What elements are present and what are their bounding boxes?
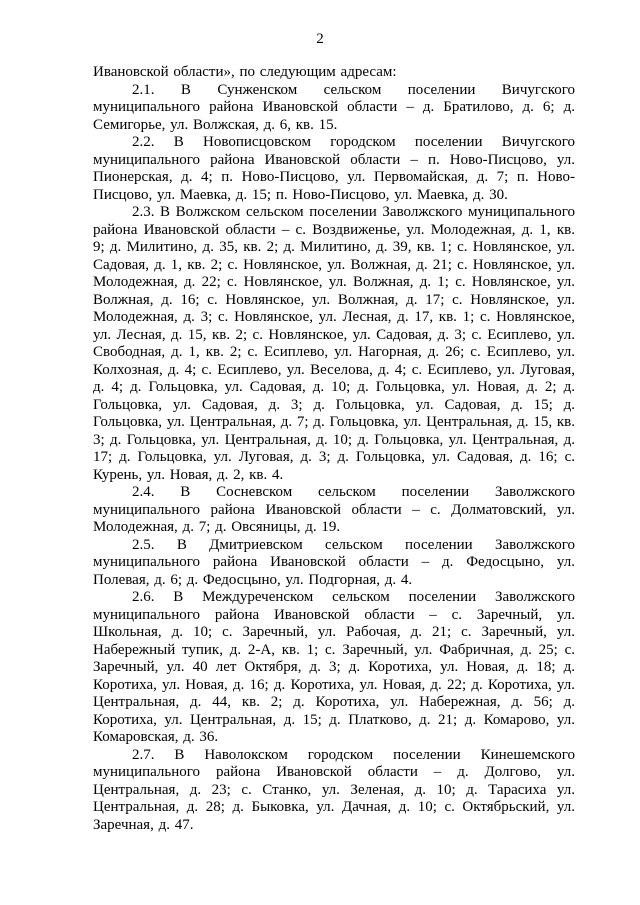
clause-2-4: 2.4. В Сосневском сельском поселении Заволжского муниципального района Ивановской области – с. Долматовский, ул. Молодежная, д. 7; д. Овсяницы, д. 19. [93,484,575,535]
clause-2-3: 2.3. В Волжском сельском поселении Заволжского муниципального района Ивановской области – с. Воздвиженье, ул. Молодежная, д. 1, кв. 9; д. Милитино, д. 35, кв. 2; д. Милитино, д. 39, кв. 1; с. Новлянское, ул. Садовая, д. 1, кв. 2; с. Новлянское, ул. Волжная, д. 21; с. Новлянское, ул. Молодежная, д. 22; с. Новлянское, ул. Волжная, д. 1; с. Новлянское, ул. Волжная, д. 16; с. Новлянское, ул. Волжная, д. 17; с. Новлянское, ул. Молодежная, д. 3; с. Новлянское, ул. Лесная, д. 17, кв. 1; с. Новлянское, ул. Лесная, д. 15, кв. 2; с. Новлянское, ул. Садовая, д. 3; с. Есиплево, ул. Свободная, д. 1, кв. 2; с. Есиплево, ул. Нагорная, д. 26; с. Есиплево, ул. Колхозная, д. 4; с. Есиплево, ул. Веселова, д. 4; с. Есиплево, ул. Луговая, д. 4; д. Гольцовка, ул. Садовая, д. 10; д. Гольцовка, ул. Новая, д. 2; д. Гольцовка, ул. Садовая, д. 3; д. Гольцовка, ул. Садовая, д. 15; д. Гольцовка, ул. Центральная, д. 7; д. Гольцовка, ул. Центральная, д. 15, кв. 3; д. Гольцовка, ул. Центральная, д. 10; д. Гольцовка, ул. Центральная, д. 17; д. Гольцовка, ул. Луговая, д. 3; д. Гольцовка, ул. Садовая, д. 16; с. Курень, ул. Новая, д. 2, кв. 4. [93,204,575,483]
clause-2-1: 2.1. В Сунженском сельском поселении Вичугского муниципального района Ивановской области – д. Братилово, д. 6; д. Семигорье, ул. Волжская, д. 6, кв. 15. [93,81,575,133]
paragraph-continuation: Ивановской области», по следующим адресам: [93,64,397,80]
clause-2-5: 2.5. В Дмитриевском сельском поселении Заволжского муниципального района Ивановской области – д. Федосцыно, ул. Полевая, д. 6; д. Федосцыно, ул. Подгорная, д. 4. [93,536,575,588]
clause-2-6: 2.6. В Междуреченском сельском поселении Заволжского муниципального района Ивановской области – с. Заречный, ул. Школьная, д. 10; с. Заречный, ул. Рабочая, д. 21; с. Заречный, ул. Набережный тупик, д. 2-А, кв. 1; с. Заречный, ул. Фабричная, д. 25; с. Заречный, ул. 40 лет Октября, д. 3; д. Коротиха, ул. Новая, д. 18; д. Коротиха, ул. Новая, д. 16; д. Коротиха, ул. Новая, д. 22; д. Коротиха, ул. Центральная, д. 44, кв. 2; д. Коротиха, ул. Набережная, д. 56; д. Коротиха, ул. Центральная, д. 15; д. Платково, д. 21; д. Комарово, ул. Комаровская, д. 36. [93,589,575,745]
clause-2-7: 2.7. В Наволокском городском поселении Кинешемского муниципального района Ивановской области – д. Долгово, ул. Центральная, д. 23; с. Станко, ул. Зеленая, д. 10; д. Тарасиха ул. Центральная, д. 28; д. Быковка, ул. Дачная, д. 10; с. Октябрьский, ул. Заречная, д. 47. [93,746,575,833]
clause-2-2: 2.2. В Новописцовском городском поселении Вичугского муниципального района Ивановской области – п. Ново-Писцово, ул. Пионерская, д. 4; п. Ново-Писцово, ул. Первомайская, д. 7; п. Ново-Писцово, ул. Маевка, д. 15; п. Ново-Писцово, ул. Маевка, д. 30. [93,134,575,203]
page-number: 2 [316,31,324,47]
